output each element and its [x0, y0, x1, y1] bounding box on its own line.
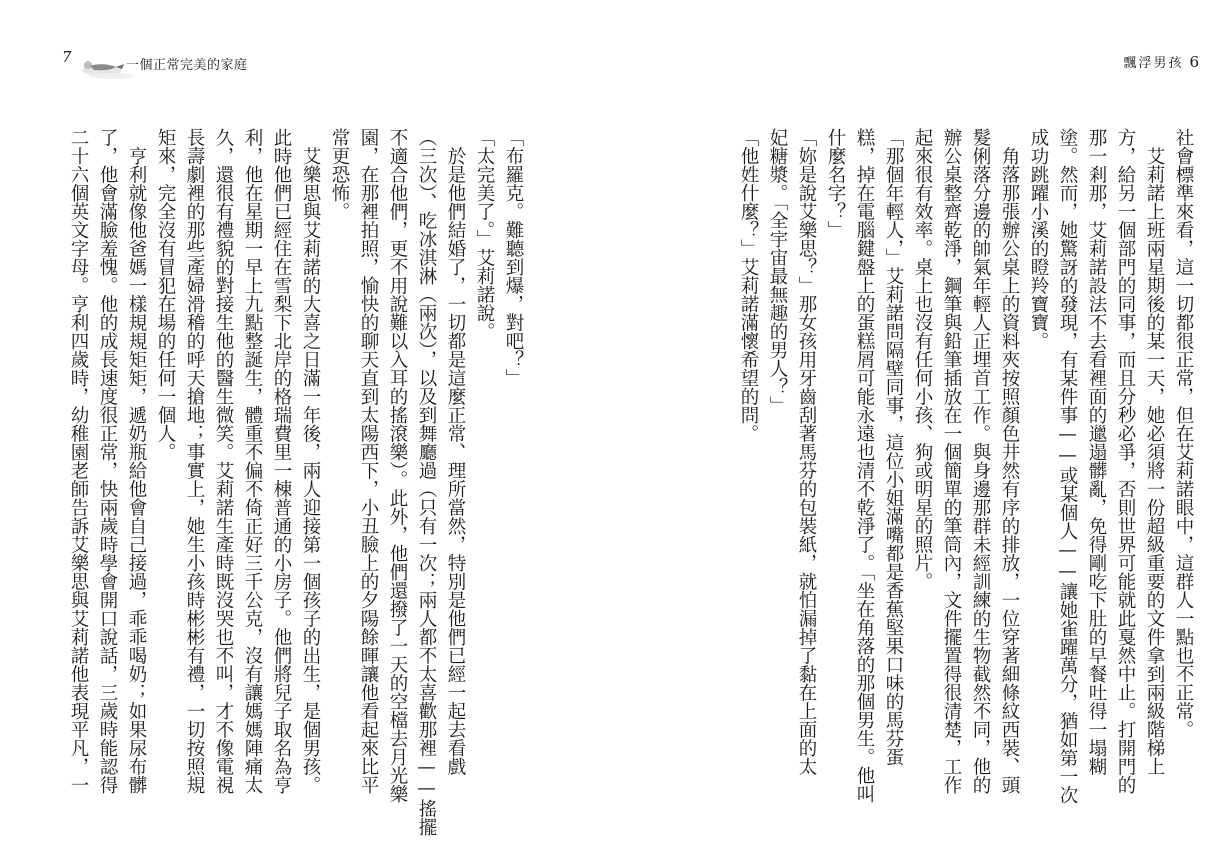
right-page-number: 6 — [1189, 52, 1199, 71]
text-line: 亨利就像他爸媽一樣規規矩矩，遞奶瓶給他會自己接過，乖乖喝奶；如果尿布髒 — [126, 128, 147, 794]
text-line: 常更恐怖。 — [329, 128, 350, 221]
left-running-header — [62, 48, 322, 88]
text-line: 不適合他們，更不用說難以入耳的搖滾樂）。此外，他們還撥了一天的空檔去月光樂 — [387, 128, 408, 804]
text-line: 妃糖漿。「全宇宙最無趣的男人？」 — [767, 128, 788, 415]
text-line: 那一剎那，艾莉諾設法不去看裡面的邋遢髒亂，免得剛吃下肚的早餐吐得一塌糊 — [1086, 128, 1107, 776]
text-line: 長壽劇裡的那些產婦滑稽的呼天搶地；事實上，她生小孩時彬彬有禮，一切按照規 — [184, 128, 205, 794]
text-line: 利，他在星期一早上九點整誕生，體重不偏不倚正好三千公克，沒有讓媽媽陣痛太 — [242, 128, 263, 794]
text-line: 社會標準來看，這一切都很正常，但在艾莉諾眼中，這群人一點也不正常。 — [1173, 128, 1194, 739]
right-page-text — [720, 128, 1198, 818]
left-page-text — [58, 128, 528, 836]
text-line: 成功跳躍小溪的瞪羚寶寶。 — [1028, 128, 1049, 350]
text-line: 久，還很有禮貌的對接生他的醫生微笑。艾莉諾生產時既沒哭也不叫，才不像電視 — [213, 128, 234, 794]
text-line: 什麼名字？」 — [825, 128, 846, 239]
text-line: 此時他們已經住在雪梨下北岸的格瑞費里一棟普通的小房子。他們將兒子取名為亨 — [271, 128, 292, 794]
text-line: 「他姓什麼？」艾莉諾滿懷希望的問。 — [738, 128, 759, 443]
text-line: 辦公桌整齊乾淨，鋼筆與鉛筆插放在一個簡單的筆筒內，文件擺置得很清楚，工作 — [941, 128, 962, 794]
text-line: （三次）、吃冰淇淋（兩次），以及到舞廳過（只有一次；兩人都不太喜歡那裡——搖擺 — [416, 128, 437, 836]
text-line: 「妳是說艾樂思？」那女孩用牙齒刮著馬芬的包裝紙，就怕漏掉了黏在上面的太 — [796, 128, 817, 776]
text-line: 了，他會滿臉羞愧。他的成長速度很正常，快兩歲時學會開口說話，三歲時能認得 — [97, 128, 118, 794]
text-line: 糕，掉在電腦鍵盤上的蛋糕屑可能永遠也清不乾淨了。「坐在角落的那個男生。他叫 — [854, 128, 875, 804]
text-line: 角落那張辦公桌上的資料夾按照顏色井然有序的排放，一位穿著細條紋西裝、頭 — [999, 128, 1020, 794]
text-line: 髮俐落分邊的帥氣年輕人正埋首工作。與身邊那群未經訓練的生物截然不同，他的 — [970, 128, 991, 794]
left-page-column — [64, 128, 528, 836]
text-line: 「太完美了。」艾莉諾說。 — [474, 128, 495, 341]
right-book-title: 飄浮男孩 — [1123, 56, 1184, 71]
text-line: 矩來，完全沒有冒犯在場的任何一個人。 — [155, 128, 176, 461]
text-line: 二十六個英文字母。亨利四歲時，幼稚園老師告訴艾樂思與艾莉諾他表現平凡，一 — [68, 128, 89, 794]
text-line: 起來很有效率。桌上也沒有任何小孩、狗或明星的照片。 — [912, 128, 933, 591]
text-line: 園，在那裡拍照，愉快的聊天直到太陽西下，小丑臉上的夕陽餘暉讓他看起來比平 — [358, 128, 379, 794]
left-page-number: 7 — [62, 48, 72, 66]
text-line: 艾莉諾上班兩星期後的某一天，她必須將一份超級重要的文件拿到兩級階梯上 — [1144, 128, 1165, 776]
right-page-column — [734, 128, 1198, 818]
left-chapter-title: 一個正常完美的家庭 — [126, 58, 248, 73]
text-line: 「布羅克。難聽到爆，對吧？」 — [503, 128, 524, 387]
text-line: 艾樂思與艾莉諾的大喜之日滿一年後，兩人迎接第一個孩子的出生，是個男孩。 — [300, 128, 321, 794]
right-running-header — [1123, 52, 1199, 71]
text-line: 塗。然而，她驚訝的發現，有某件事——或某個人——讓她雀躍萬分，猶如第一次 — [1057, 128, 1078, 804]
text-line: 「那個年輕人，」艾莉諾問隔壁同事，這位小姐滿嘴都是香蕉堅果口味的馬芬蛋 — [883, 128, 904, 767]
text-line: 於是他們結婚了，一切都是這麼正常、理所當然，特別是他們已經一起去看戲 — [445, 128, 466, 776]
text-line: 方，給另一個部門的同事，而且分秒必爭，否則世界可能就此戛然中止。打開門的 — [1115, 128, 1136, 794]
